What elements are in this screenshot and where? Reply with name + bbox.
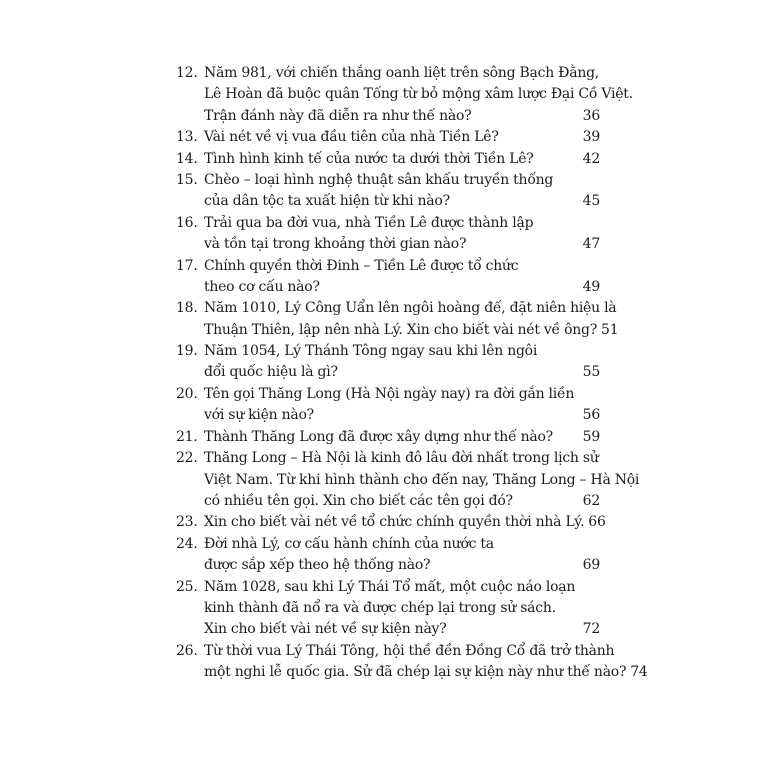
toc-entry-line <box>204 213 600 234</box>
toc-entry-title <box>204 213 600 256</box>
toc-entry-number: 19. <box>176 343 198 360</box>
toc-entry-page-number: 45 <box>582 193 600 210</box>
toc-entry-line <box>204 84 633 105</box>
toc-entry-line <box>204 470 640 491</box>
toc-entry-page-number: 36 <box>582 107 600 124</box>
toc-entry-line <box>204 448 600 469</box>
toc-entry-title <box>204 534 600 577</box>
toc-entry-line-text: Năm 1054, Lý Thánh Tông ngay sau khi lên ngôi <box>204 343 538 360</box>
toc-entry-line <box>204 641 615 662</box>
toc-entry-line-text: với sự kiện nào? <box>204 407 314 424</box>
toc-entry <box>176 641 648 684</box>
toc-entry-line-text: Tình hình kinh tế của nước ta dưới thời Tiền Lê? <box>204 150 534 167</box>
toc-entry <box>176 127 600 148</box>
toc-entry <box>176 213 600 256</box>
toc-entry-number: 16. <box>176 214 198 231</box>
toc-entry-title <box>204 149 600 170</box>
toc-entry-number: 23. <box>176 514 198 531</box>
toc-entry-line <box>204 170 600 191</box>
toc-entry-line-text: Trải qua ba đời vua, nhà Tiền Lê được thành lập <box>204 214 534 231</box>
toc-entry-page-number: 66 <box>588 514 606 531</box>
toc-entry <box>176 341 600 384</box>
toc-entry-number: 15. <box>176 172 198 189</box>
toc-entry-line-text: Đời nhà Lý, cơ cấu hành chính của nước ta <box>204 535 494 552</box>
toc-entry-line <box>204 256 600 277</box>
toc-entry-page-number: 55 <box>582 364 600 381</box>
toc-entry-line-text: Chèo – loại hình nghệ thuật sân khấu truyền thống <box>204 172 554 189</box>
toc-entry-line-text: đổi quốc hiệu là gì? <box>204 364 338 381</box>
toc-entry-line <box>204 427 600 448</box>
toc-entry <box>176 512 606 533</box>
toc-entry <box>176 448 640 512</box>
toc-entry-line <box>204 341 600 362</box>
toc-entry-title <box>204 427 600 448</box>
toc-entry-page-number: 56 <box>582 407 600 424</box>
table-of-contents <box>176 63 648 683</box>
toc-entry-title <box>204 448 640 512</box>
toc-entry-line-text: Xin cho biết vài nét về tổ chức chính quyền thời nhà Lý. <box>204 514 585 531</box>
toc-entry-title <box>204 577 600 641</box>
toc-entry-line <box>204 127 600 148</box>
toc-entry-line-text: Lê Hoàn đã buộc quân Tống từ bỏ mộng xâm lược Đại Cồ Việt. <box>204 86 633 103</box>
toc-entry-line <box>204 106 600 127</box>
toc-entry-title <box>204 341 600 384</box>
toc-entry-title <box>204 127 600 148</box>
toc-entry-line-text: và tồn tại trong khoảng thời gian nào? <box>204 236 467 253</box>
toc-entry-line <box>204 298 617 319</box>
toc-entry-number: 17. <box>176 257 198 274</box>
toc-entry-page-number: 72 <box>582 621 600 638</box>
toc-entry-page-number: 49 <box>582 278 600 295</box>
toc-entry-title <box>204 641 648 684</box>
toc-entry-line <box>204 491 600 512</box>
toc-entry-number: 20. <box>176 385 198 402</box>
toc-entry <box>176 298 619 341</box>
toc-entry-line <box>204 191 600 212</box>
toc-entry-line <box>204 63 600 84</box>
toc-entry-number: 18. <box>176 300 198 317</box>
toc-entry-line-text: Năm 981, với chiến thắng oanh liệt trên sông Bạch Đằng, <box>204 65 599 81</box>
toc-entry-title <box>204 170 600 213</box>
toc-entry-line <box>204 277 600 298</box>
toc-entry-title <box>204 256 600 299</box>
toc-entry-line-text: có nhiều tên gọi. Xin cho biết các tên gọi đó? <box>204 492 513 509</box>
toc-entry-number: 26. <box>176 642 198 659</box>
toc-entry-number: 14. <box>176 150 198 167</box>
toc-entry-page-number: 62 <box>582 492 600 509</box>
toc-entry-line-text: Năm 1028, sau khi Lý Thái Tổ mất, một cuộc náo loạn <box>204 578 576 595</box>
toc-entry <box>176 63 633 127</box>
toc-entry-line-text: theo cơ cấu nào? <box>204 278 320 295</box>
toc-entry-number: 22. <box>176 450 198 467</box>
toc-entry-title <box>204 298 619 341</box>
toc-entry <box>176 256 600 299</box>
toc-entry-line-text: được sắp xếp theo hệ thống nào? <box>204 557 431 574</box>
toc-entry-line-text: kinh thành đã nổ ra và được chép lại trong sử sách. <box>204 599 556 616</box>
toc-entry-line-text: Thăng Long – Hà Nội là kinh đô lâu đời nhất trong lịch sử <box>204 450 599 467</box>
toc-entry-line-text: Năm 1010, Lý Công Uẩn lên ngôi hoàng đế, đặt niên hiệu là <box>204 300 617 317</box>
toc-entry <box>176 170 600 213</box>
toc-entry-page-number: 47 <box>582 236 600 253</box>
toc-entry-page-number: 74 <box>630 663 648 680</box>
toc-entry-line-text: Việt Nam. Từ khi hình thành cho đến nay, Thăng Long – Hà Nội <box>204 471 640 488</box>
toc-entry <box>176 149 600 170</box>
toc-entry-line <box>204 512 606 533</box>
toc-entry-line <box>204 598 600 619</box>
toc-entry-page-number: 51 <box>601 321 619 338</box>
toc-entry <box>176 427 600 448</box>
toc-entry-line-text: Thành Thăng Long đã được xây dựng như thế nào? <box>204 428 553 445</box>
toc-entry-line <box>204 555 600 576</box>
toc-entry <box>176 577 600 641</box>
toc-entry <box>176 534 600 577</box>
toc-entry-number: 13. <box>176 129 198 146</box>
toc-entry-line-text: của dân tộc ta xuất hiện từ khi nào? <box>204 193 450 210</box>
toc-entry-line <box>204 577 600 598</box>
toc-entry-page-number: 69 <box>582 557 600 574</box>
toc-entry-line <box>204 234 600 255</box>
toc-entry-line-text: Tên gọi Thăng Long (Hà Nội ngày nay) ra đời gắn liền <box>204 385 575 402</box>
toc-entry-line <box>204 662 648 683</box>
toc-entry-line-text: một nghi lễ quốc gia. Sử đã chép lại sự kiện này như thế nào? <box>204 663 627 680</box>
toc-entry-title <box>204 512 606 533</box>
toc-entry-number: 21. <box>176 428 198 445</box>
toc-entry-page-number: 59 <box>582 428 600 445</box>
toc-entry-line <box>204 534 600 555</box>
toc-entry-title <box>204 63 633 127</box>
toc-entry-page-number: 39 <box>582 129 600 146</box>
toc-entry-line-text: Chính quyền thời Đinh – Tiền Lê được tổ chức <box>204 257 519 274</box>
toc-entry-line <box>204 149 600 170</box>
toc-entry-number: 25. <box>176 578 198 595</box>
toc-entry-line-text: Vài nét về vị vua đầu tiên của nhà Tiền Lê? <box>204 129 499 146</box>
toc-entry-line <box>204 384 600 405</box>
toc-entry-page-number: 42 <box>582 150 600 167</box>
toc-entry-line-text: Trận đánh này đã diễn ra như thế nào? <box>204 107 472 124</box>
toc-entry-number: 24. <box>176 535 198 552</box>
toc-entry-line <box>204 619 600 640</box>
toc-entry-title <box>204 384 600 427</box>
toc-entry-line-text: Xin cho biết vài nét về sự kiện này? <box>204 621 447 638</box>
toc-entry-line <box>204 320 619 341</box>
toc-entry-line <box>204 362 600 383</box>
toc-entry-number: 12. <box>176 65 198 81</box>
toc-entry <box>176 384 600 427</box>
toc-entry-line-text: Từ thời vua Lý Thái Tông, hội thề đền Đồng Cổ đã trở thành <box>204 642 615 659</box>
toc-entry-line <box>204 405 600 426</box>
toc-entry-line-text: Thuận Thiên, lập nên nhà Lý. Xin cho biết vài nét về ông? <box>204 321 598 338</box>
